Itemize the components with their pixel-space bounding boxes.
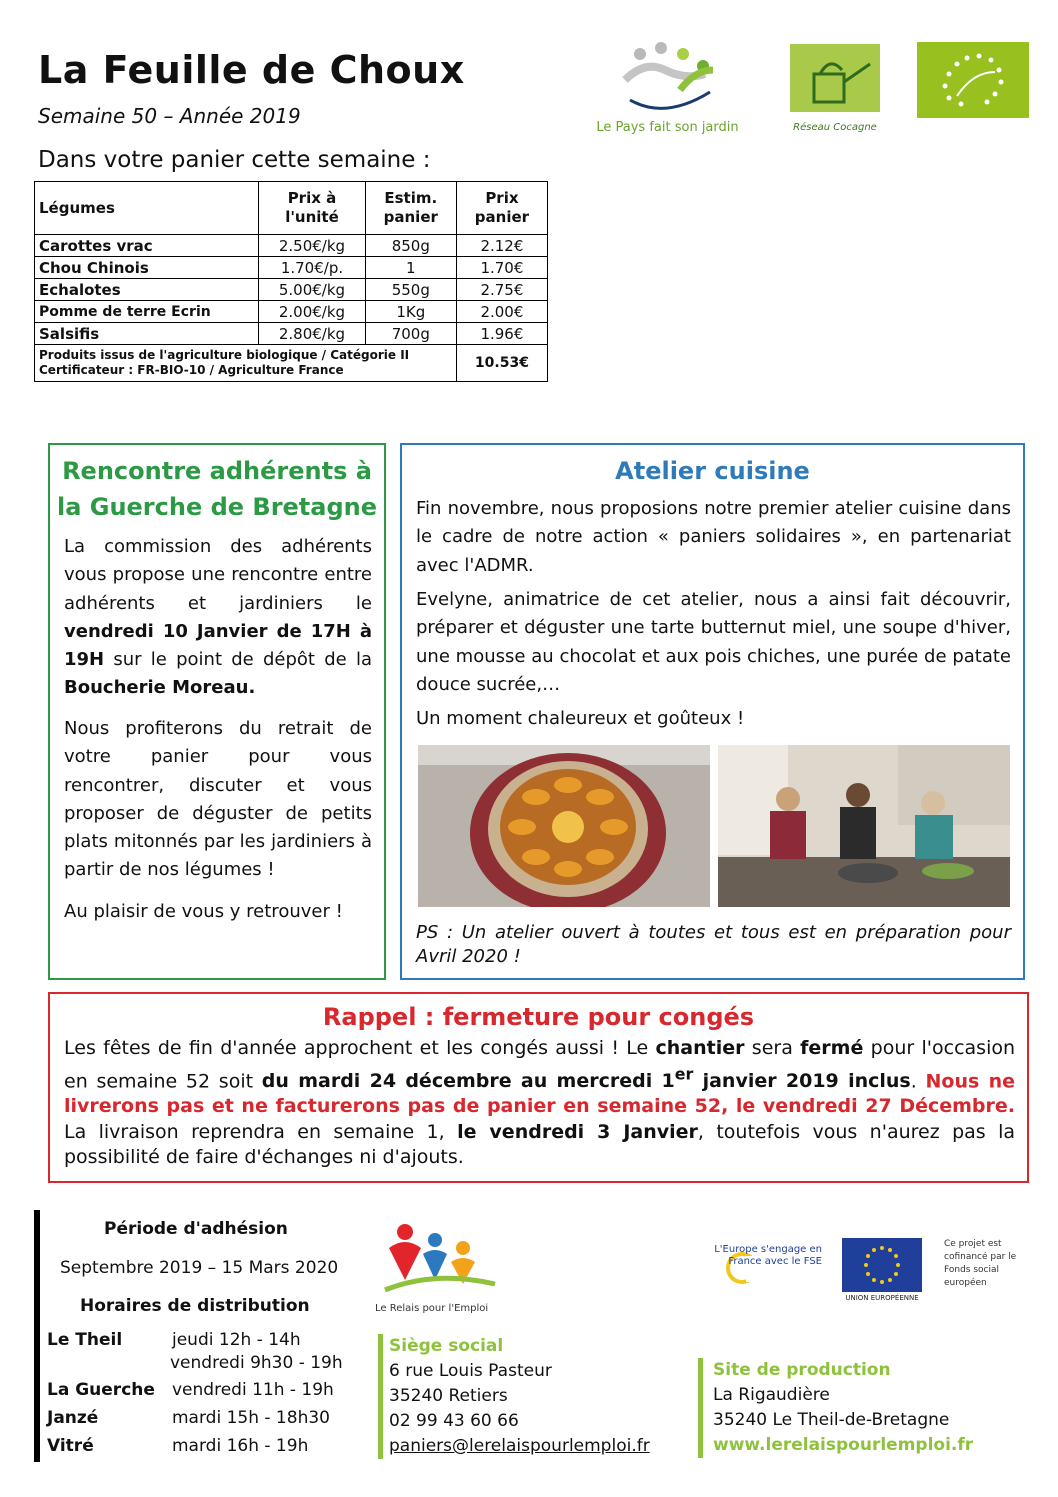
siege-address-1: 6 rue Louis Pasteur	[389, 1361, 552, 1381]
rappel-dates	[261, 1064, 911, 1092]
cooking-workshop-image	[718, 745, 1010, 907]
row-name: Pomme de terre Ecrin	[35, 301, 259, 323]
atelier-section	[400, 443, 1025, 980]
row-price: 1.96€	[456, 323, 547, 345]
relais-caption: Le Relais pour l'Emploi	[375, 1303, 489, 1314]
footer-divider	[34, 1210, 40, 1462]
site-address-1: La Rigaudière	[713, 1385, 830, 1405]
row-price: 2.00€	[456, 301, 547, 323]
tarte-photo	[418, 745, 710, 907]
table-row	[35, 235, 548, 257]
fse-cofinancing-note: Ce projet est cofinancé par le Fonds social européen	[944, 1239, 1017, 1288]
rencontre-paragraph-2: Nous profiterons du retrait de votre panier pour vous rencontrer, discuter et vous proposer de déguster de petits plats mitonnés par les jardiniers à partir de nos légumes !	[64, 718, 372, 881]
rappel-title: Rappel : fermeture pour congés	[322, 1003, 755, 1031]
siege-phone: 02 99 43 60 66	[389, 1411, 519, 1431]
rencontre-text: sur le point de dépôt de la	[104, 649, 372, 671]
atelier-paragraph-3: Un moment chaleureux et goûteux !	[416, 708, 745, 729]
rappel-resume-date: le vendredi 3 Janvier	[457, 1120, 698, 1143]
eu-flag-logo	[842, 1238, 922, 1304]
schedule-time: vendredi 9h30 - 19h	[170, 1353, 343, 1373]
schedule-time: mardi 15h - 18h30	[172, 1408, 330, 1428]
basket-total: 10.53€	[456, 345, 547, 382]
site-address-2: 35240 Le Theil-de-Bretagne	[713, 1410, 950, 1430]
schedule-time: jeudi 12h - 14h	[172, 1330, 301, 1350]
rencontre-date: vendredi 10 Janvier de 17H à 19H	[64, 620, 372, 671]
schedule-city: La Guerche	[47, 1380, 155, 1400]
row-unit-price: 2.50€/kg	[259, 235, 365, 257]
butternut-tart-image	[418, 745, 710, 907]
eu-organic-leaf-logo	[917, 42, 1029, 118]
site-label: Site de production	[713, 1360, 891, 1380]
row-name: Carottes vrac	[35, 235, 259, 257]
header-estim-panier: Estim. panier	[365, 182, 456, 235]
header-prix-unite: Prix à l'unité	[259, 182, 365, 235]
rappel-warning: Nous ne livrerons pas et ne facturerons pas de panier en semaine 52, le vendredi 27 Décembre.	[64, 1069, 1015, 1118]
rappel-span: Les fêtes de fin d'année approchent et les congés aussi ! Le	[64, 1037, 656, 1059]
relais-emploi-logo	[375, 1218, 515, 1326]
row-quantity: 1Kg	[365, 301, 456, 323]
eu-flag-icon	[842, 1238, 922, 1292]
rencontre-section	[48, 443, 386, 980]
row-name: Echalotes	[35, 279, 259, 301]
siege-label: Siège social	[389, 1336, 504, 1356]
siege-social-block	[378, 1334, 650, 1459]
pays-jardin-figures-icon	[585, 40, 750, 120]
rappel-bold: fermé	[800, 1037, 864, 1059]
certification-line-1: Produits issus de l'agriculture biologique / Catégorie II	[39, 348, 410, 362]
row-price: 2.12€	[456, 235, 547, 257]
certification-note	[35, 345, 457, 382]
rappel-section	[48, 992, 1029, 1183]
horaires-title: Horaires de distribution	[80, 1296, 310, 1316]
schedule-time: mardi 16h - 19h	[172, 1436, 309, 1456]
row-name: Salsifis	[35, 323, 259, 345]
basket-table	[34, 181, 548, 382]
table-footer-row	[35, 345, 548, 382]
row-unit-price: 2.80€/kg	[259, 323, 365, 345]
rappel-date-end: janvier 2019 inclus	[693, 1069, 911, 1092]
schedule-city: Janzé	[47, 1408, 99, 1428]
rencontre-location: Boucherie Moreau.	[64, 677, 256, 699]
site-production-block	[698, 1358, 973, 1458]
europe-sengage-logo	[712, 1238, 822, 1304]
reseau-cocagne-logo	[790, 44, 880, 140]
watering-can-icon	[790, 44, 880, 112]
rencontre-paragraph-1	[64, 533, 372, 703]
pays-jardin-logo	[585, 40, 750, 140]
siege-address-2: 35240 Retiers	[389, 1386, 508, 1406]
rencontre-text: La commission des adhérents vous propose une rencontre entre adhérents et jardiniers le	[64, 536, 372, 614]
schedule-time: vendredi 11h - 19h	[172, 1380, 334, 1400]
relais-figures-icon	[375, 1218, 515, 1302]
rappel-bold: chantier	[655, 1037, 745, 1059]
adhesion-period: Septembre 2019 – 15 Mars 2020	[60, 1258, 339, 1278]
row-price: 2.75€	[456, 279, 547, 301]
row-quantity: 550g	[365, 279, 456, 301]
table-header-row	[35, 182, 548, 235]
rappel-span: La livraison reprendra en semaine 1,	[64, 1120, 458, 1143]
certification-line-2: Certificateur : FR-BIO-10 / Agriculture France	[39, 363, 344, 377]
row-quantity: 1	[365, 257, 456, 279]
table-row	[35, 323, 548, 345]
rappel-text	[64, 1036, 1015, 1171]
rencontre-paragraph-3: Au plaisir de vous y retrouver !	[64, 901, 343, 922]
header-legumes: Légumes	[35, 182, 259, 235]
pays-jardin-caption: Le Pays fait son jardin	[596, 120, 739, 135]
europe-sengage-caption: L'Europe s'engage en France avec le FSE	[714, 1244, 822, 1267]
atelier-paragraph-2: Evelyne, animatrice de cet atelier, nous a ainsi fait découvrir, préparer et déguster une tarte butternut miel, une soupe d'hiver, une mousse au chocolat et aux pois chiches, une purée de patate douce sucrée,…	[416, 589, 1011, 695]
row-quantity: 700g	[365, 323, 456, 345]
leaf-stars-icon	[917, 42, 1029, 118]
row-name: Chou Chinois	[35, 257, 259, 279]
table-row	[35, 279, 548, 301]
atelier-paragraph-1: Fin novembre, nous proposions notre premier atelier cuisine dans le cadre de notre action « paniers solidaires », en partenariat avec l'ADMR.	[416, 498, 1011, 576]
siege-email-link[interactable]: paniers@lerelaispourlemploi.fr	[389, 1436, 650, 1456]
basket-heading: Dans votre panier cette semaine :	[38, 147, 431, 173]
rappel-span: sera	[744, 1037, 801, 1059]
table-row	[35, 301, 548, 323]
schedule-city: Le Theil	[47, 1330, 123, 1350]
row-price: 1.70€	[456, 257, 547, 279]
page-title: La Feuille de Choux	[38, 48, 465, 92]
week-subtitle: Semaine 50 – Année 2019	[38, 104, 301, 128]
atelier-photo	[718, 745, 1010, 907]
table-row	[35, 257, 548, 279]
adhesion-title: Période d'adhésion	[104, 1219, 288, 1239]
rappel-span: pour l'occasion en semaine 52 soit	[64, 1037, 1016, 1092]
row-unit-price: 1.70€/p.	[259, 257, 365, 279]
schedule-city: Vitré	[47, 1436, 94, 1456]
eu-stars-icon	[842, 1238, 922, 1292]
rencontre-title: Rencontre adhérents à la Guerche de Bretagne	[56, 457, 378, 521]
atelier-title: Atelier cuisine	[615, 457, 810, 485]
row-unit-price: 2.00€/kg	[259, 301, 365, 323]
reseau-cocagne-caption: Réseau Cocagne	[793, 122, 877, 133]
rappel-span: , toutefois vous n'aurez pas la possibilité de faire d'échanges ni d'ajouts.	[64, 1120, 1015, 1169]
website-link[interactable]: www.lerelaispourlemploi.fr	[713, 1435, 974, 1455]
eu-caption: UNION EUROPÉENNE	[845, 1294, 919, 1302]
row-quantity: 850g	[365, 235, 456, 257]
row-unit-price: 5.00€/kg	[259, 279, 365, 301]
atelier-ps-note: PS : Un atelier ouvert à toutes et tous est en préparation pour Avril 2020 !	[416, 922, 1011, 967]
rappel-date-start: du mardi 24 décembre au mercredi 1	[261, 1069, 675, 1092]
header-prix-panier: Prix panier	[456, 182, 547, 235]
rappel-superscript: er	[674, 1064, 694, 1084]
rappel-span: .	[910, 1069, 926, 1092]
